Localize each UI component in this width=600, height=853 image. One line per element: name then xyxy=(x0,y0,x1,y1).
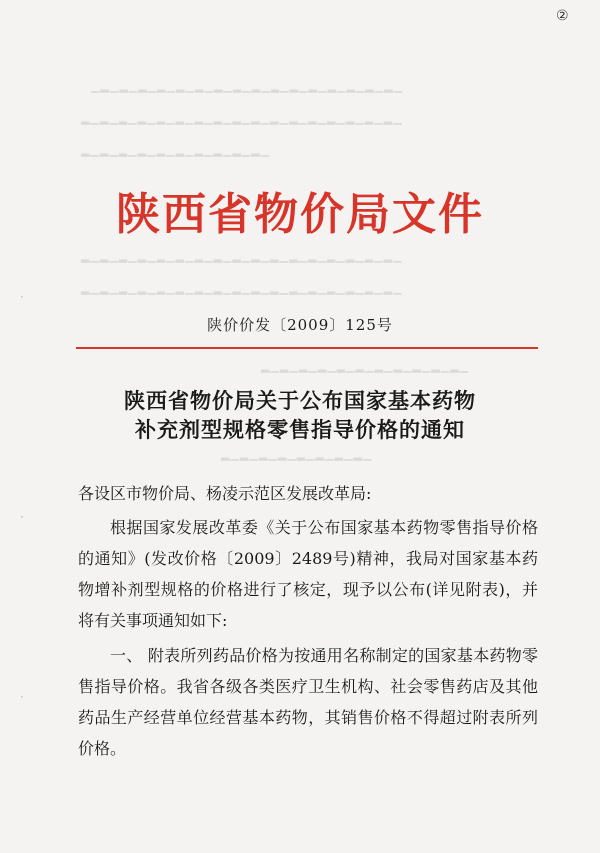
notice-title-line-2: 补充剂型规格零售指导价格的通知 xyxy=(135,418,465,442)
paragraph-item-1: 一、 附表所列药品价格为按通用名称制定的国家基本药物零售指导价格。我省各级各类医疗卫生机构、社会零售药店及其他药品生产经营单位经营基本药物，其销售价格不得超过附表所列价格。 xyxy=(78,646,538,758)
masthead-title: 陕西省物价局文件 xyxy=(116,189,484,240)
notice-title-line-1: 陕西省物价局关于公布国家基本药物 xyxy=(124,389,476,413)
salutation: 各设区市物价局、杨凌示范区发展改革局: xyxy=(78,484,372,503)
paragraph-intro: 根据国家发展改革委《关于公布国家基本药物零售指导价格的通知》(发改价格〔2009〕2489号)精神，我局对国家基本药物增补剂型规格的价格进行了核定，现予以公布(详见附表)，并将有关事项通知如下: xyxy=(78,518,538,630)
show-through-line: ▁▂▁▂▁▂▁▂▁▂▁▂▁▂▁▂▁▂▁▂ xyxy=(80,144,270,157)
show-through-line: ▁▂▁▂▁▂▁▂▁▂▁▂▁▂▁▂▁▂▁▂▁▂ xyxy=(260,360,469,373)
show-through-line: ▁▂▁▂▁▂▁▂▁▂▁▂▁▂▁▂ xyxy=(220,448,372,461)
binding-mark: · xyxy=(20,690,24,704)
page-number: ② xyxy=(556,8,569,24)
show-through-line: ▁▂▁▂▁▂▁▂▁▂▁▂▁▂▁▂▁▂▁▂▁▂▁▂▁▂▁▂▁▂▁▂▁▂ xyxy=(80,250,402,263)
red-divider-line xyxy=(76,347,538,349)
document-number: 陕价价发〔2009〕125号 xyxy=(207,316,393,334)
notice-body xyxy=(78,478,538,764)
show-through-line: ▁▂▁▂▁▂▁▂▁▂▁▂▁▂▁▂▁▂▁▂▁▂▁▂▁▂▁▂▁▂▁▂▁▂ xyxy=(80,282,402,295)
show-through-line: ▁▂▁▂▁▂▁▂▁▂▁▂▁▂▁▂▁▂▁▂▁▂▁▂▁▂▁▂▁▂▁▂▁ xyxy=(90,80,403,93)
binding-mark: · xyxy=(20,290,24,304)
show-through-line: ▁▂▁▂▁▂▁▂▁▂▁▂▁▂▁▂▁▂▁▂▁▂▁▂▁▂▁▂▁▂▁▂▁▂ xyxy=(80,112,402,125)
binding-mark: · xyxy=(20,510,24,524)
